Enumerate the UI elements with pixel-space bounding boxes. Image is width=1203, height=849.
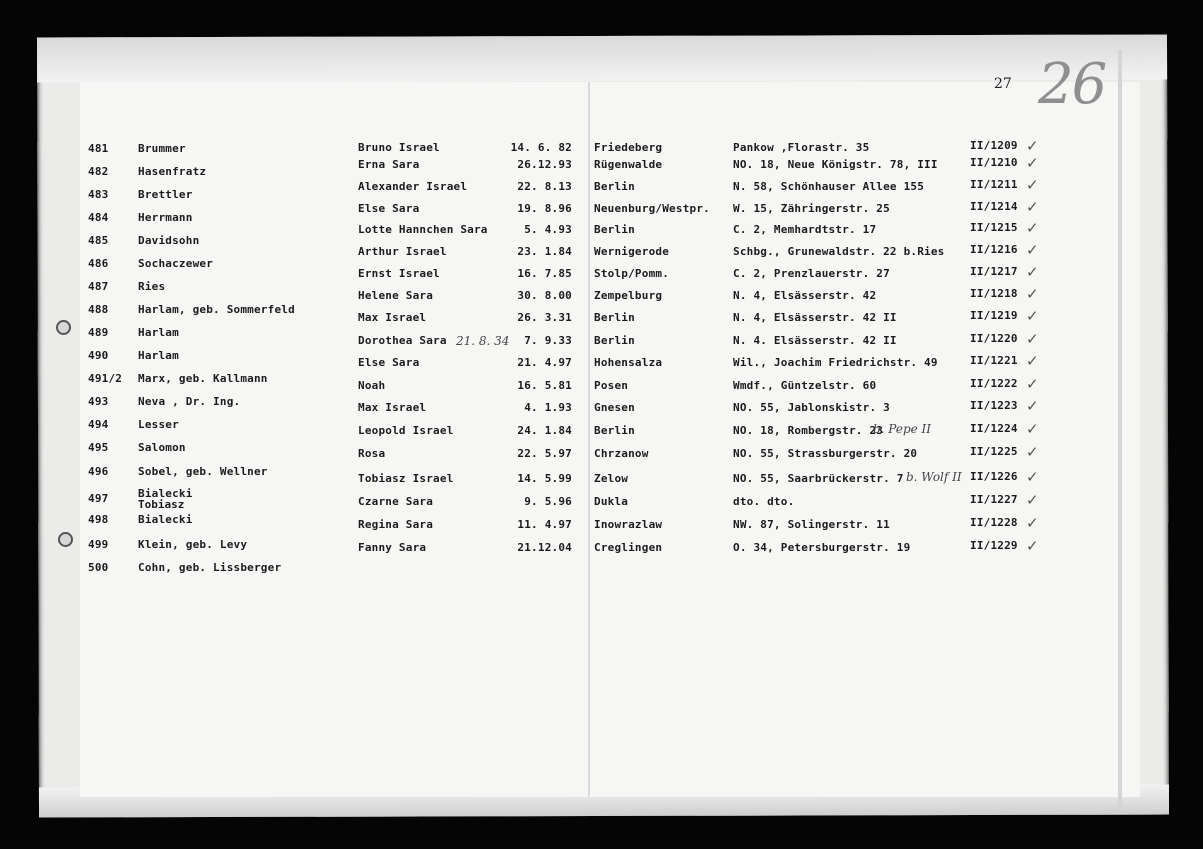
surname: Cohn, geb. Lissberger: [138, 561, 282, 574]
reference-number: II/1221: [970, 354, 1018, 367]
reference-number: II/1211: [970, 178, 1018, 191]
birthplace: Zelow: [594, 472, 629, 485]
birthplace: Berlin: [594, 334, 635, 347]
address: N. 4, Elsässerstr. 42 II: [733, 311, 897, 324]
entry-number: 481: [88, 142, 109, 155]
birthplace: Zempelburg: [594, 289, 663, 302]
entry-number: 488: [88, 303, 109, 316]
birthplace: Inowrazlaw: [594, 518, 663, 531]
reference-number: II/1222: [970, 377, 1018, 390]
check-mark-icon: ✓: [1026, 330, 1039, 348]
surname: Bialecki: [138, 513, 193, 526]
entry-number: 496: [88, 465, 109, 478]
given-names: Tobiasz Israel: [358, 472, 454, 485]
birthplace: Chrzanow: [594, 447, 649, 460]
address: NO. 18, Neue Königstr. 78, III: [733, 158, 938, 171]
handwritten-dob-note: 21. 8. 34: [456, 334, 510, 348]
given-names: Leopold Israel: [358, 424, 454, 437]
surname: Salomon: [138, 441, 186, 454]
birthplace: Berlin: [594, 311, 635, 324]
handwritten-address-note: b. Pepe II: [873, 422, 932, 436]
reference-number: II/1225: [970, 445, 1018, 458]
reference-number: II/1224: [970, 422, 1018, 435]
check-mark-icon: ✓: [1026, 137, 1039, 155]
date-of-birth: 22. 8.13: [517, 180, 572, 193]
entry-number: 495: [88, 441, 109, 454]
given-names: Else Sara: [358, 202, 420, 215]
entry-number: 491/2: [88, 372, 123, 385]
date-of-birth: 16. 7.85: [517, 267, 572, 280]
given-names: Noah: [358, 379, 386, 392]
surname: Lesser: [138, 418, 179, 431]
reference-number: II/1217: [970, 265, 1018, 278]
surname: Hasenfratz: [138, 165, 207, 178]
date-of-birth: 4. 1.93: [524, 401, 572, 414]
reference-number: II/1218: [970, 287, 1018, 300]
reference-number: II/1215: [970, 221, 1018, 234]
entry-number: 487: [88, 280, 109, 293]
address: C. 2, Memhardtstr. 17: [733, 223, 877, 236]
given-names: Alexander Israel: [358, 180, 468, 193]
reference-number: II/1228: [970, 516, 1018, 529]
surname: Sochaczewer: [138, 257, 214, 270]
address: W. 15, Zähringerstr. 25: [733, 202, 890, 215]
date-of-birth: 26. 3.31: [517, 311, 572, 324]
surname: Harlam, geb. Sommerfeld: [138, 303, 295, 316]
given-names: Helene Sara: [358, 289, 434, 302]
address: NO. 55, Strassburgerstr. 20: [733, 447, 918, 460]
address: N. 58, Schönhauser Allee 155: [733, 180, 925, 193]
date-of-birth: 11. 4.97: [517, 518, 572, 531]
surname: Ries: [138, 280, 166, 293]
date-of-birth: 24. 1.84: [517, 424, 572, 437]
check-mark-icon: ✓: [1026, 537, 1039, 555]
address: Wil., Joachim Friedrichstr. 49: [733, 356, 938, 369]
check-mark-icon: ✓: [1026, 397, 1039, 415]
page-number: 27: [994, 76, 1012, 92]
birthplace: Berlin: [594, 180, 635, 193]
surname: Sobel, geb. Wellner: [138, 465, 268, 478]
birthplace: Dukla: [594, 495, 629, 508]
date-of-birth: 9. 5.96: [524, 495, 572, 508]
given-names: Dorothea Sara: [358, 334, 447, 347]
check-mark-icon: ✓: [1026, 352, 1039, 370]
date-of-birth: 16. 5.81: [517, 379, 572, 392]
given-names: Erna Sara: [358, 158, 420, 171]
birthplace: Hohensalza: [594, 356, 663, 369]
check-mark-icon: ✓: [1026, 263, 1039, 281]
surname: Marx, geb. Kallmann: [138, 372, 268, 385]
birthplace: Rügenwalde: [594, 158, 663, 171]
check-mark-icon: ✓: [1026, 285, 1039, 303]
check-mark-icon: ✓: [1026, 375, 1039, 393]
check-mark-icon: ✓: [1026, 514, 1039, 532]
check-mark-icon: ✓: [1026, 491, 1039, 509]
entry-number: 486: [88, 257, 109, 270]
birthplace: Berlin: [594, 424, 635, 437]
reference-number: II/1220: [970, 332, 1018, 345]
reference-number: II/1219: [970, 309, 1018, 322]
handwritten-page-number: 26: [1038, 52, 1106, 117]
date-of-birth: 30. 8.00: [517, 289, 572, 302]
surname: Davidsohn: [138, 234, 200, 247]
entry-number: 497: [88, 492, 109, 505]
given-names: Lotte Hannchen Sara: [358, 223, 488, 236]
birthplace: Gnesen: [594, 401, 635, 414]
date-of-birth: 22. 5.97: [517, 447, 572, 460]
surname: Bialecki: [138, 487, 193, 500]
entry-number: 494: [88, 418, 109, 431]
birthplace: Berlin: [594, 223, 635, 236]
handwritten-address-note: b. Wolf II: [906, 470, 962, 484]
check-mark-icon: ✓: [1026, 420, 1039, 438]
birthplace: Creglingen: [594, 541, 663, 554]
check-mark-icon: ✓: [1026, 468, 1039, 486]
entry-number: 485: [88, 234, 109, 247]
entry-number: 498: [88, 513, 109, 526]
surname: Herrmann: [138, 211, 193, 224]
address: O. 34, Petersburgerstr. 19: [733, 541, 911, 554]
overstruck-surname: Tobiasz: [138, 498, 185, 511]
date-of-birth: 5. 4.93: [524, 223, 572, 236]
entry-number: 484: [88, 211, 109, 224]
address: NO. 55, Saarbrückerstr. 7: [733, 472, 904, 485]
given-names: Bruno Israel: [358, 141, 440, 154]
date-of-birth: 21. 4.97: [517, 356, 572, 369]
date-of-birth: 7. 9.33: [524, 334, 572, 347]
date-of-birth: 26.12.93: [517, 158, 572, 171]
address: N. 4. Elsässerstr. 42 II: [733, 334, 897, 347]
address: Schbg., Grunewaldstr. 22 b.Ries: [733, 245, 945, 258]
birthplace: Posen: [594, 379, 629, 392]
check-mark-icon: ✓: [1026, 198, 1039, 216]
given-names: Max Israel: [358, 401, 427, 414]
address: Pankow ,Florastr. 35: [733, 141, 870, 154]
given-names: Arthur Israel: [358, 245, 447, 258]
check-mark-icon: ✓: [1026, 241, 1039, 259]
given-names: Czarne Sara: [358, 495, 434, 508]
address: NO. 55, Jablonskistr. 3: [733, 401, 890, 414]
check-mark-icon: ✓: [1026, 154, 1039, 172]
date-of-birth: 14. 6. 82: [510, 141, 572, 154]
date-of-birth: 21.12.04: [517, 541, 572, 554]
date-of-birth: 19. 8.96: [517, 202, 572, 215]
check-mark-icon: ✓: [1026, 307, 1039, 325]
surname: Klein, geb. Levy: [138, 538, 248, 551]
reference-number: II/1223: [970, 399, 1018, 412]
address: dto. dto.: [733, 495, 795, 508]
birthplace: Wernigerode: [594, 245, 670, 258]
reference-number: II/1210: [970, 156, 1018, 169]
address: C. 2, Prenzlauerstr. 27: [733, 267, 890, 280]
birthplace: Neuenburg/Westpr.: [594, 202, 710, 215]
reference-number: II/1216: [970, 243, 1018, 256]
given-names: Regina Sara: [358, 518, 434, 531]
address: NW. 87, Solingerstr. 11: [733, 518, 890, 531]
surname: Neva , Dr. Ing.: [138, 395, 241, 408]
address: NO. 18, Rombergstr. 23: [733, 424, 884, 437]
check-mark-icon: ✓: [1026, 176, 1039, 194]
reference-number: II/1209: [970, 139, 1018, 152]
surname: Harlam: [138, 349, 179, 362]
surname: Harlam: [138, 326, 179, 339]
entry-number: 483: [88, 188, 109, 201]
entry-number: 500: [88, 561, 109, 574]
given-names: Max Israel: [358, 311, 427, 324]
date-of-birth: 23. 1.84: [517, 245, 572, 258]
surname: Brettler: [138, 188, 193, 201]
given-names: Else Sara: [358, 356, 420, 369]
given-names: Ernst Israel: [358, 267, 440, 280]
reference-number: II/1227: [970, 493, 1018, 506]
reference-number: II/1214: [970, 200, 1018, 213]
birthplace: Friedeberg: [594, 141, 663, 154]
birthplace: Stolp/Pomm.: [594, 267, 670, 280]
check-mark-icon: ✓: [1026, 219, 1039, 237]
reference-number: II/1229: [970, 539, 1018, 552]
given-names: Rosa: [358, 447, 386, 460]
address: Wmdf., Güntzelstr. 60: [733, 379, 877, 392]
entry-number: 489: [88, 326, 109, 339]
entry-number: 493: [88, 395, 109, 408]
check-mark-icon: ✓: [1026, 443, 1039, 461]
surname: Brummer: [138, 142, 186, 155]
address: N. 4, Elsässerstr. 42: [733, 289, 877, 302]
entry-number: 490: [88, 349, 109, 362]
date-of-birth: 14. 5.99: [517, 472, 572, 485]
entry-number: 482: [88, 165, 109, 178]
given-names: Fanny Sara: [358, 541, 427, 554]
entry-number: 499: [88, 538, 109, 551]
reference-number: II/1226: [970, 470, 1018, 483]
